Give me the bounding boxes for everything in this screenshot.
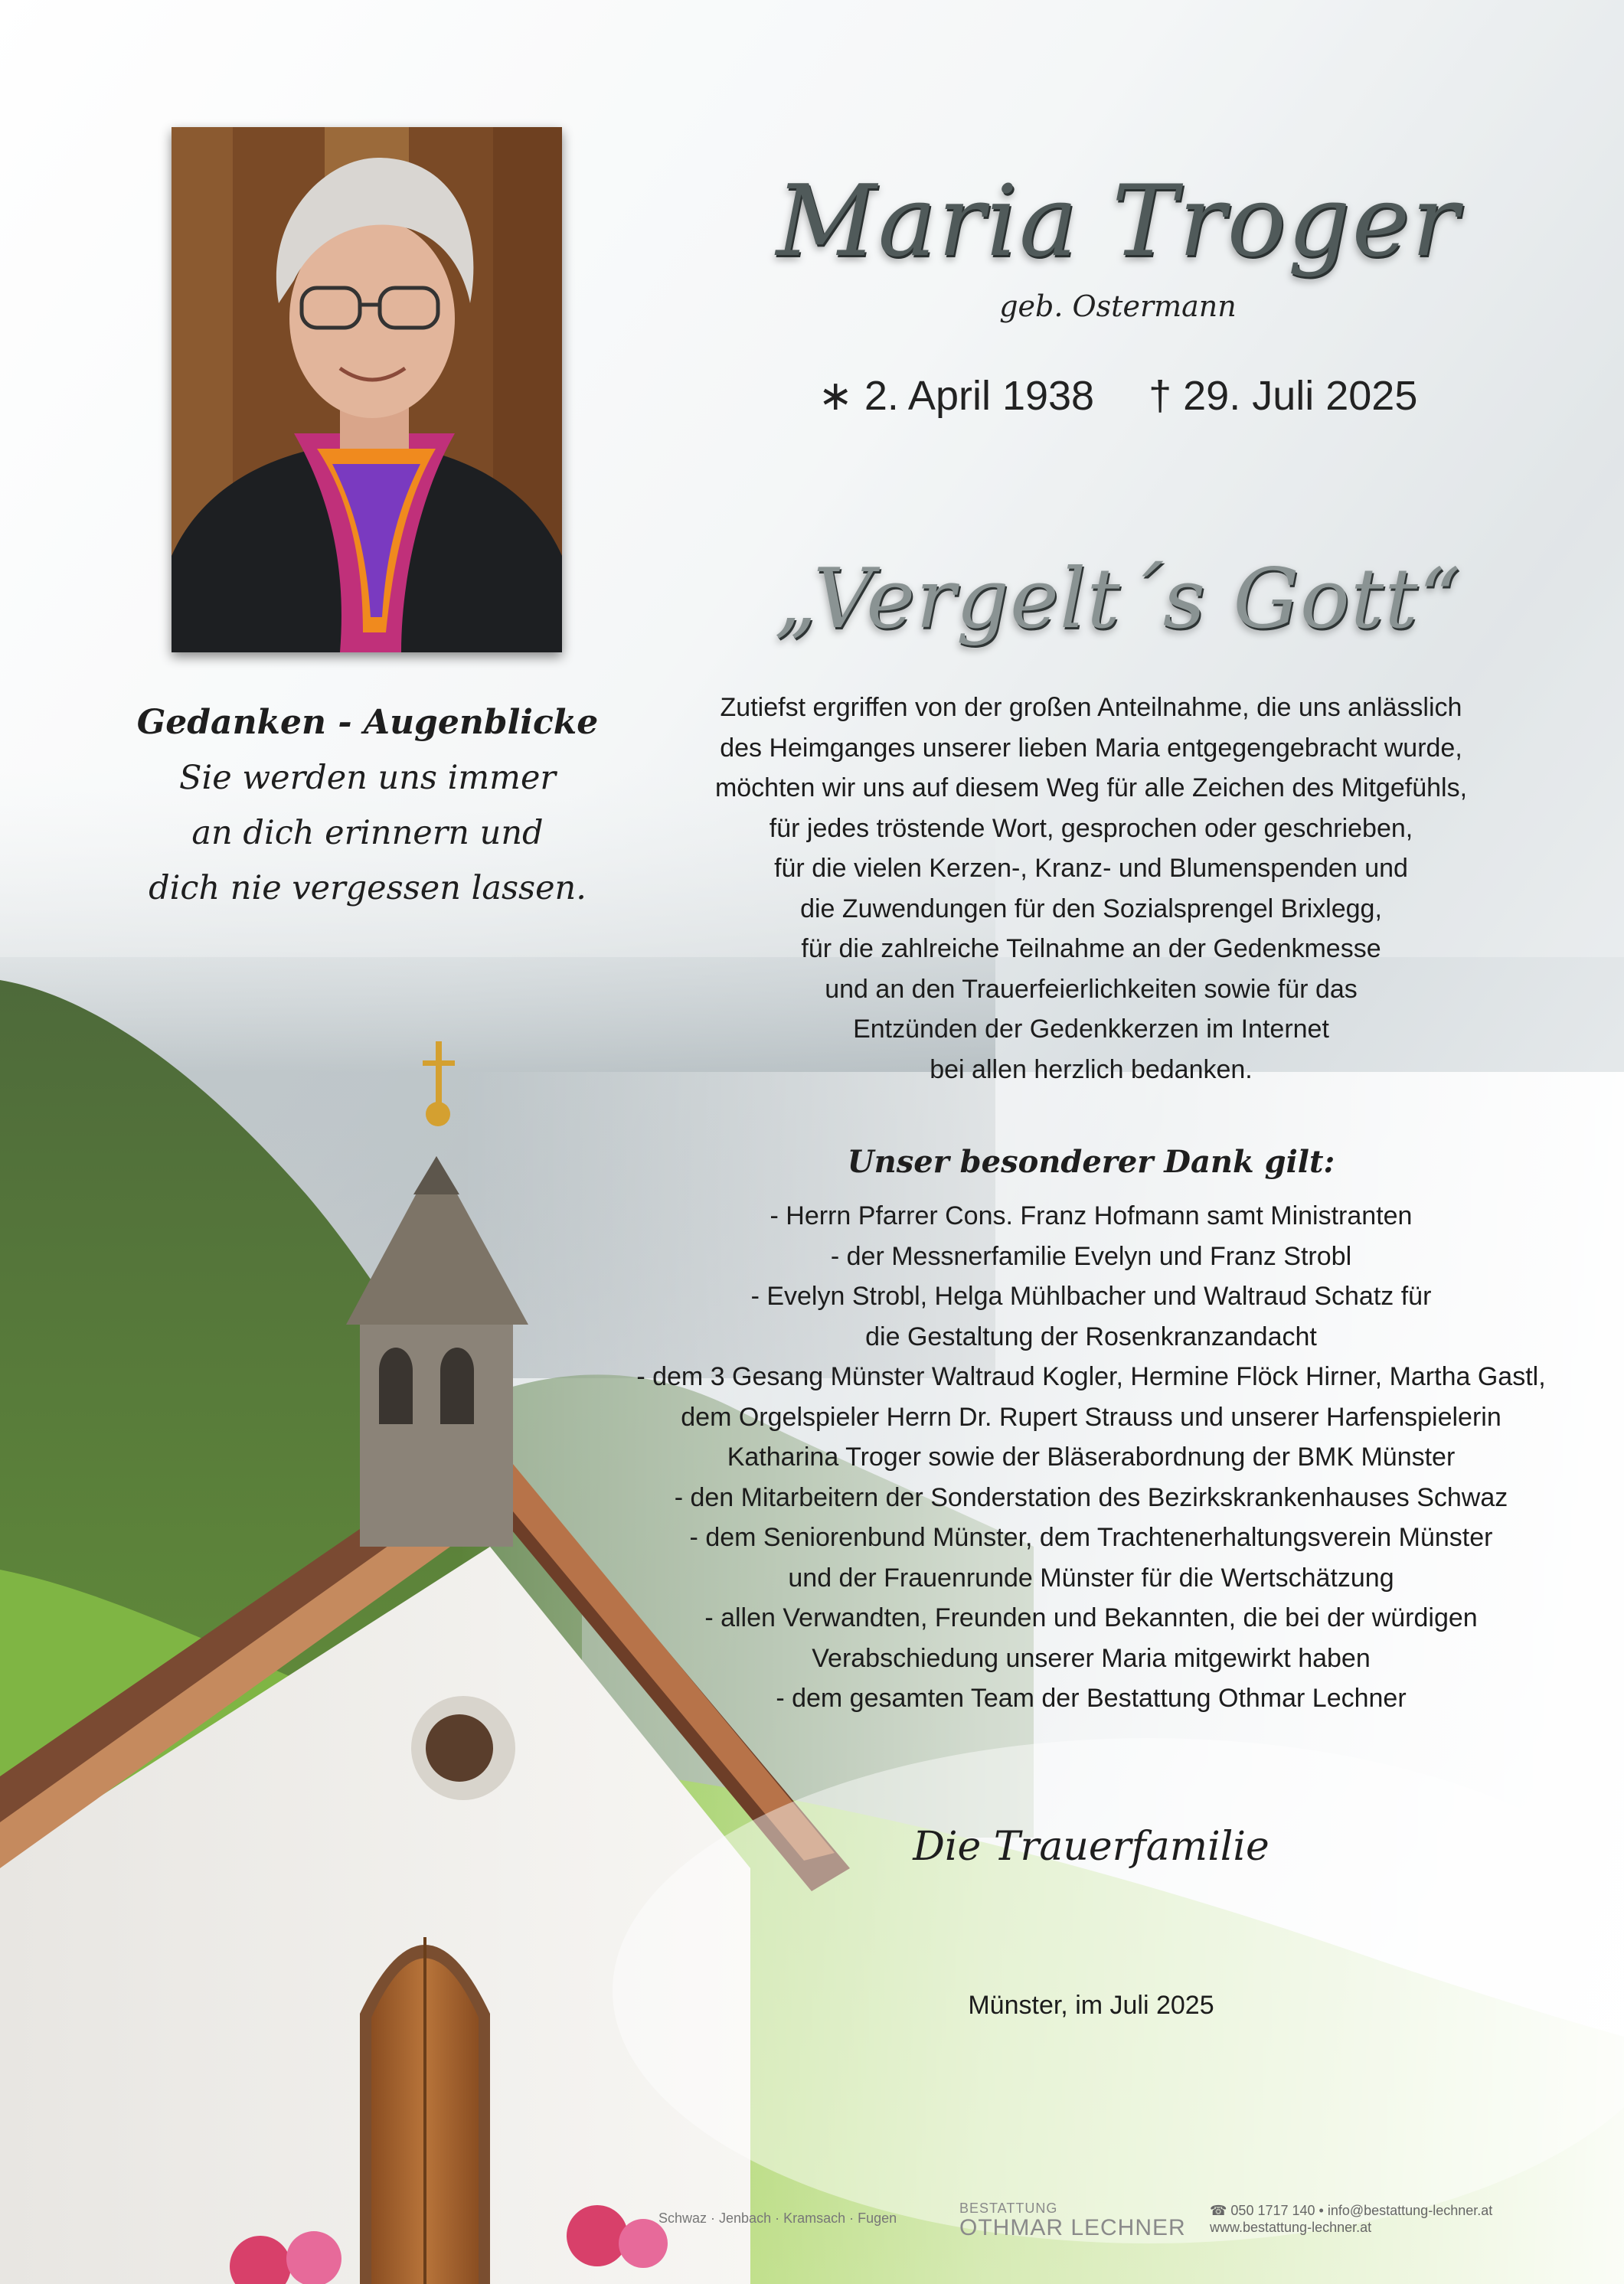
funeral-home-logo (959, 2201, 1186, 2240)
paragraph-line: Zutiefst ergriffen von der großen Anteilnahme, die uns anlässlich (720, 693, 1462, 722)
footer-contact (1210, 2202, 1492, 2236)
logo-small-text: BESTATTUNG (959, 2201, 1058, 2216)
paragraph-line: für die zahlreiche Teilnahme an der Gedenkmesse (801, 934, 1381, 963)
special-thanks-list (605, 1196, 1577, 1719)
poem-line: Sie werden uns immer (179, 759, 556, 797)
special-thanks-line: - Herrn Pfarrer Cons. Franz Hofmann samt Ministranten (770, 1201, 1413, 1230)
thanks-paragraph (605, 688, 1577, 1090)
maiden-name: geb. Ostermann (999, 289, 1237, 323)
footer-phone-email: ☎ 050 1717 140 • info@bestattung-lechner.at (1210, 2203, 1493, 2218)
footer-locations: Schwaz · Jenbach · Kramsach · Fugen (658, 2210, 897, 2226)
paragraph-line: möchten wir uns auf diesem Weg für alle Zeichen des Mitgefühls, (714, 773, 1468, 802)
poem-line: an dich erinnern und (191, 814, 544, 852)
special-thanks-line: - allen Verwandten, Freunden und Bekannten, die bei der würdigen (704, 1603, 1478, 1632)
special-thanks-line: - der Messnerfamilie Evelyn und Franz Strobl (830, 1241, 1352, 1271)
thanks-heading: „Vergelt´s Gott“ (774, 551, 1462, 647)
footer-website: www.bestattung-lechner.at (1210, 2220, 1372, 2235)
special-thanks-line: - dem 3 Gesang Münster Waltraud Kogler, Hermine Flöck Hirner, Martha Gastl, (636, 1362, 1546, 1391)
paragraph-line: Entzünden der Gedenkkerzen im Internet (853, 1015, 1329, 1044)
paragraph-line: bei allen herzlich bedanken. (930, 1054, 1253, 1084)
poem-title: Gedanken - Augenblicke (136, 703, 599, 742)
paragraph-line: für jedes tröstende Wort, gesprochen oder geschrieben, (769, 813, 1413, 843)
special-thanks-line: - den Mitarbeitern der Sonderstation des Bezirkskrankenhauses Schwaz (674, 1482, 1508, 1512)
special-thanks-line: dem Orgelspieler Herrn Dr. Rupert Strauss und unserer Harfenspielerin (681, 1402, 1501, 1432)
death-date: † 29. Juli 2025 (1149, 373, 1418, 419)
portrait-photo (172, 127, 562, 652)
logo-big-text: OTHMAR LECHNER (959, 2215, 1186, 2240)
place-date: Münster, im Juli 2025 (968, 1991, 1214, 2020)
special-thanks-line: - dem gesamten Team der Bestattung Othmar Lechner (776, 1684, 1407, 1713)
paragraph-line: des Heimganges unserer lieben Maria entgegengebracht wurde, (720, 733, 1462, 763)
special-thanks-line: die Gestaltung der Rosenkranzandacht (865, 1322, 1317, 1351)
special-thanks-line: Katharina Troger sowie der Bläserabordnung der BMK Münster (727, 1443, 1456, 1472)
poem-line: dich nie vergessen lassen. (149, 869, 587, 907)
special-thanks-line: - dem Seniorenbund Münster, dem Trachtenerhaltungsverein Münster (689, 1523, 1493, 1552)
deceased-name: Maria Troger (776, 165, 1460, 279)
birth-date: ∗ 2. April 1938 (818, 373, 1095, 419)
memorial-poem (115, 695, 620, 916)
special-thanks-line: - Evelyn Strobl, Helga Mühlbacher und Waltraud Schatz für (750, 1282, 1432, 1311)
special-thanks-line: und der Frauenrunde Münster für die Wertschätzung (788, 1563, 1394, 1593)
family-signature: Die Trauerfamilie (913, 1824, 1269, 1870)
paragraph-line: für die vielen Kerzen-, Kranz- und Blumenspenden und (774, 854, 1408, 883)
paragraph-line: und an den Trauerfeierlichkeiten sowie für das (825, 974, 1358, 1004)
paragraph-line: die Zuwendungen für den Sozialsprengel Brixlegg, (800, 894, 1382, 923)
special-thanks-line: Verabschiedung unserer Maria mitgewirkt haben (812, 1643, 1371, 1673)
special-thanks-heading: Unser besonderer Dank gilt: (847, 1144, 1335, 1180)
life-dates (666, 371, 1570, 420)
